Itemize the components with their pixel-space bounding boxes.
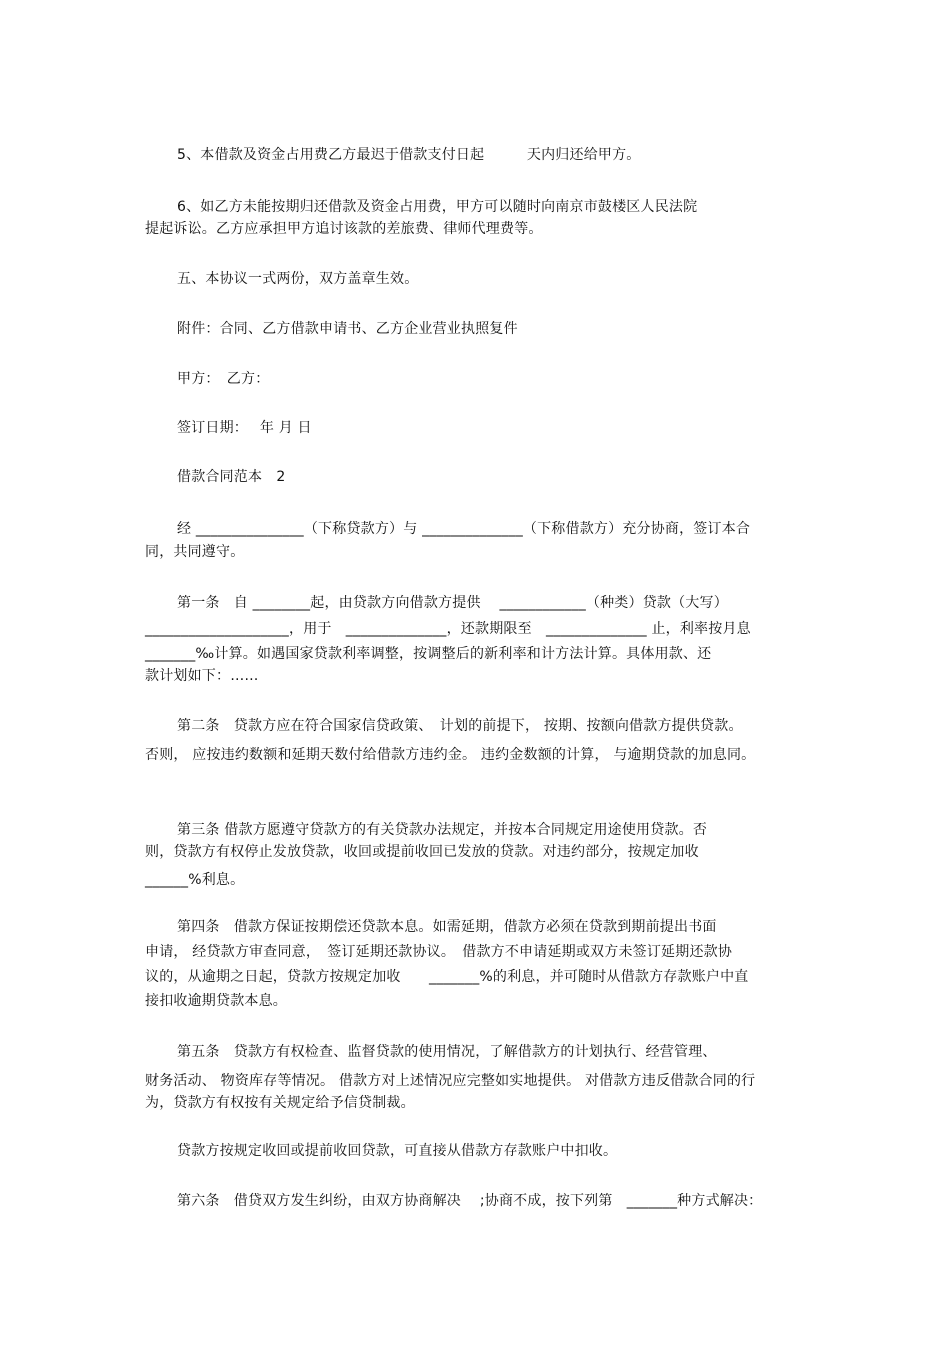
article-4-line-4: 接扣收逾期贷款本息。 <box>145 993 287 1009</box>
clause-6-line-2: 提起诉讼。乙方应承担甲方追讨该款的差旅费、律师代理费等。 <box>145 221 543 237</box>
article-5-line-1: 第五条 贷款方有权检查、监督贷款的使用情况，了解借款方的计划执行、经营管理、 <box>177 1044 717 1060</box>
intro-line-2: 同，共同遵守。 <box>145 544 245 560</box>
article-4-line-2: 申请， 经贷款方审查同意， 签订延期还款协议。 借款方不申请延期或双方未签订延期还款协 <box>145 944 733 960</box>
template-heading: 借款合同范本 2 <box>177 469 286 485</box>
article-4-line-1: 第四条 借款方保证按期偿还贷款本息。如需延期，借款方必须在贷款到期前提出书面 <box>177 919 717 935</box>
article-5-paragraph-2: 贷款方按规定收回或提前收回贷款，可直接从借款方存款账户中扣收。 <box>177 1143 618 1159</box>
clause-5-line: 5、本借款及资金占用费乙方最迟于借款支付日起 天内归还给甲方。 <box>177 147 641 163</box>
sign-date-line: 签订日期： 年 月 日 <box>177 420 312 436</box>
intro-line-1: 经 _______________（下称贷款方）与 ______________（下称借款方）充分协商，签订本合 <box>177 521 751 537</box>
section-5-line: 五、本协议一式两份，双方盖章生效。 <box>177 271 419 287</box>
article-6-line-1: 第六条 借贷双方发生纠纷，由双方协商解决 ;协商不成，按下列第 _______种方式解决： <box>177 1193 763 1209</box>
article-4-line-3: 议的，从逾期之日起，贷款方按规定加收 _______%的利息，并可随时从借款方存款账户中直 <box>145 969 749 985</box>
attachment-line: 附件：合同、乙方借款申请书、乙方企业营业执照复件 <box>177 321 518 337</box>
parties-line: 甲方： 乙方： <box>177 371 270 387</box>
article-1-line-4: 款计划如下：…… <box>145 668 259 684</box>
article-3-line-2: 则，贷款方有权停止发放贷款，收回或提前收回已发放的贷款。对违约部分，按规定加收 <box>145 844 699 860</box>
article-1-line-1: 第一条 自 ________起，由贷款方向借款方提供 ____________（种类）贷款（大写） <box>177 595 728 611</box>
article-2-line-2: 否则， 应按违约数额和延期天数付给借款方违约金。 违约金数额的计算， 与逾期贷款的加息同。 <box>145 747 756 763</box>
clause-6-line-1: 6、如乙方未能按期归还借款及资金占用费，甲方可以随时向南京市鼓楼区人民法院 <box>177 199 698 215</box>
article-3-line-3: ______%利息。 <box>145 872 245 888</box>
article-1-line-3: _______‰计算。如遇国家贷款利率调整，按调整后的新利率和计方法计算。具体用款、还 <box>145 646 712 662</box>
article-2-line-1: 第二条 贷款方应在符合国家信贷政策、 计划的前提下， 按期、按额向借款方提供贷款。 <box>177 718 743 734</box>
article-3-line-1: 第三条 借款方愿遵守贷款方的有关贷款办法规定，并按本合同规定用途使用贷款。否 <box>177 822 708 838</box>
article-5-line-3: 为，贷款方有权按有关规定给予信贷制裁。 <box>145 1095 415 1111</box>
article-5-line-2: 财务活动、 物资库存等情况。 借款方对上述情况应完整如实地提供。 对借款方违反借款合同的行 <box>145 1073 756 1089</box>
article-1-line-2: ____________________，用于 ______________，还款期限至 ______________ 止，利率按月息 <box>145 621 751 637</box>
